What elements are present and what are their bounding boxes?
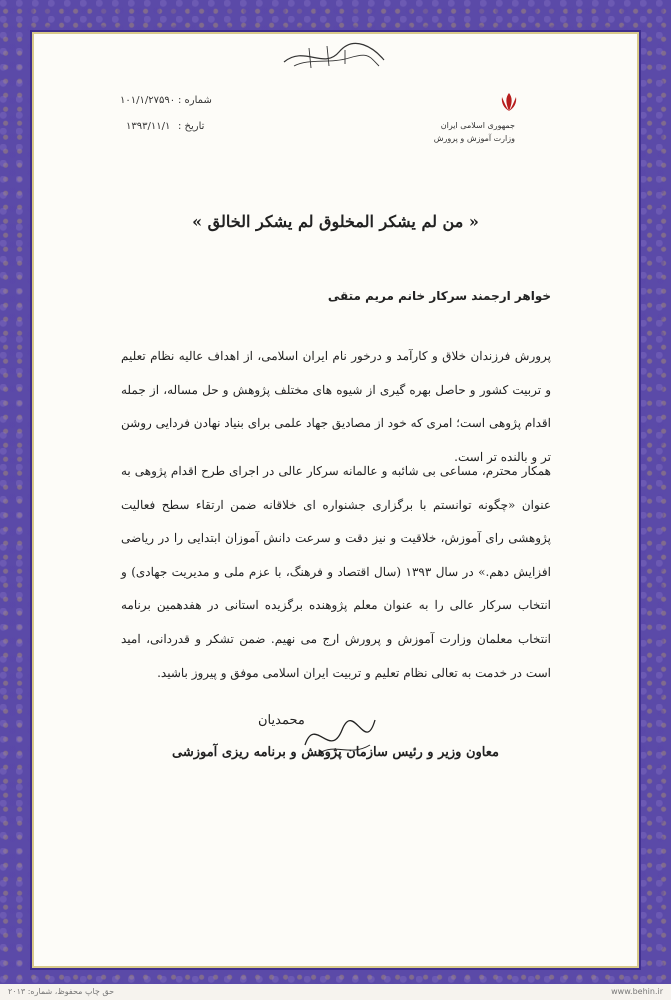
iran-emblem-icon (498, 91, 520, 113)
recipient-line: خواهر ارجمند سرکار خانم مریم متقی (327, 289, 551, 303)
date-label: تاریخ : (178, 121, 205, 132)
footer-right-text: www.behin.ir (611, 987, 663, 996)
footer-left-text: حق چاپ محفوظ، شماره: ۲۰۱۳ (8, 987, 115, 996)
body-paragraph-2: همکار محترم، مساعی بی شائبه و عالمانه سرکار عالی در اجرای طرح اقدام پژوهی به عنوان «چگونه توانستم با برگزاری جشنواره ای خلاقانه ضمن ارتقاء سطح فعالیت پژوهشی رای آموزش، خلاقیت و نیز دقت و سرعت دانش آموزان ابتدایی را در ریاضی افزایش دهم.» در سال ۱۳۹۳ (سال اقتصاد و فرهنگ، با عزم ملی و مدیریت جهادی) و انتخاب سرکار عالی را به عنوان معلم پژوهنده برگزیده استانی در هفدهمین برنامه انتخاب معلمان وزارت آموزش و پرورش ارج می نهیم. ضمن تشکر و قدردانی، امید است در خدمت به تعالی نظام تعلیم و تربیت ایران اسلامی موفق و پیروز باشید. (121, 464, 551, 680)
footer-strip (0, 984, 671, 1000)
org-name-line2: وزارت آموزش و پرورش (433, 134, 515, 143)
bismillah-calligraphy (279, 40, 389, 72)
org-name-line1: جمهوری اسلامی ایران (440, 121, 515, 130)
number-label: شماره : (178, 95, 212, 106)
body-paragraph-1: پرورش فرزندان خلاق و کارآمد و درخور نام ایران اسلامی، از اهداف عالیه نظام تعلیم و تربیت کشور و حاصل بهره گیری از شیوه های مختلف پژوهش و حل مساله، از جمله اقدام پژوهی است؛ امری که خود از مصادیق جهاد علمی برای بنیاد نهادن فردایی روشن تر و بالنده تر است. (121, 349, 551, 464)
date-value: ۱۳۹۳/۱۱/۱ (126, 121, 171, 132)
number-value: ۱۰۱/۱/۲۷۵۹۰ (120, 95, 176, 106)
hadith-heading: « من لم یشکر المخلوق لم یشکر الخالق » (192, 212, 479, 231)
signatory-title: معاون وزیر و رئیس سازمان پژوهش و برنامه ریزی آموزشی (172, 745, 499, 760)
signatory-name: محمدیان (258, 713, 305, 728)
